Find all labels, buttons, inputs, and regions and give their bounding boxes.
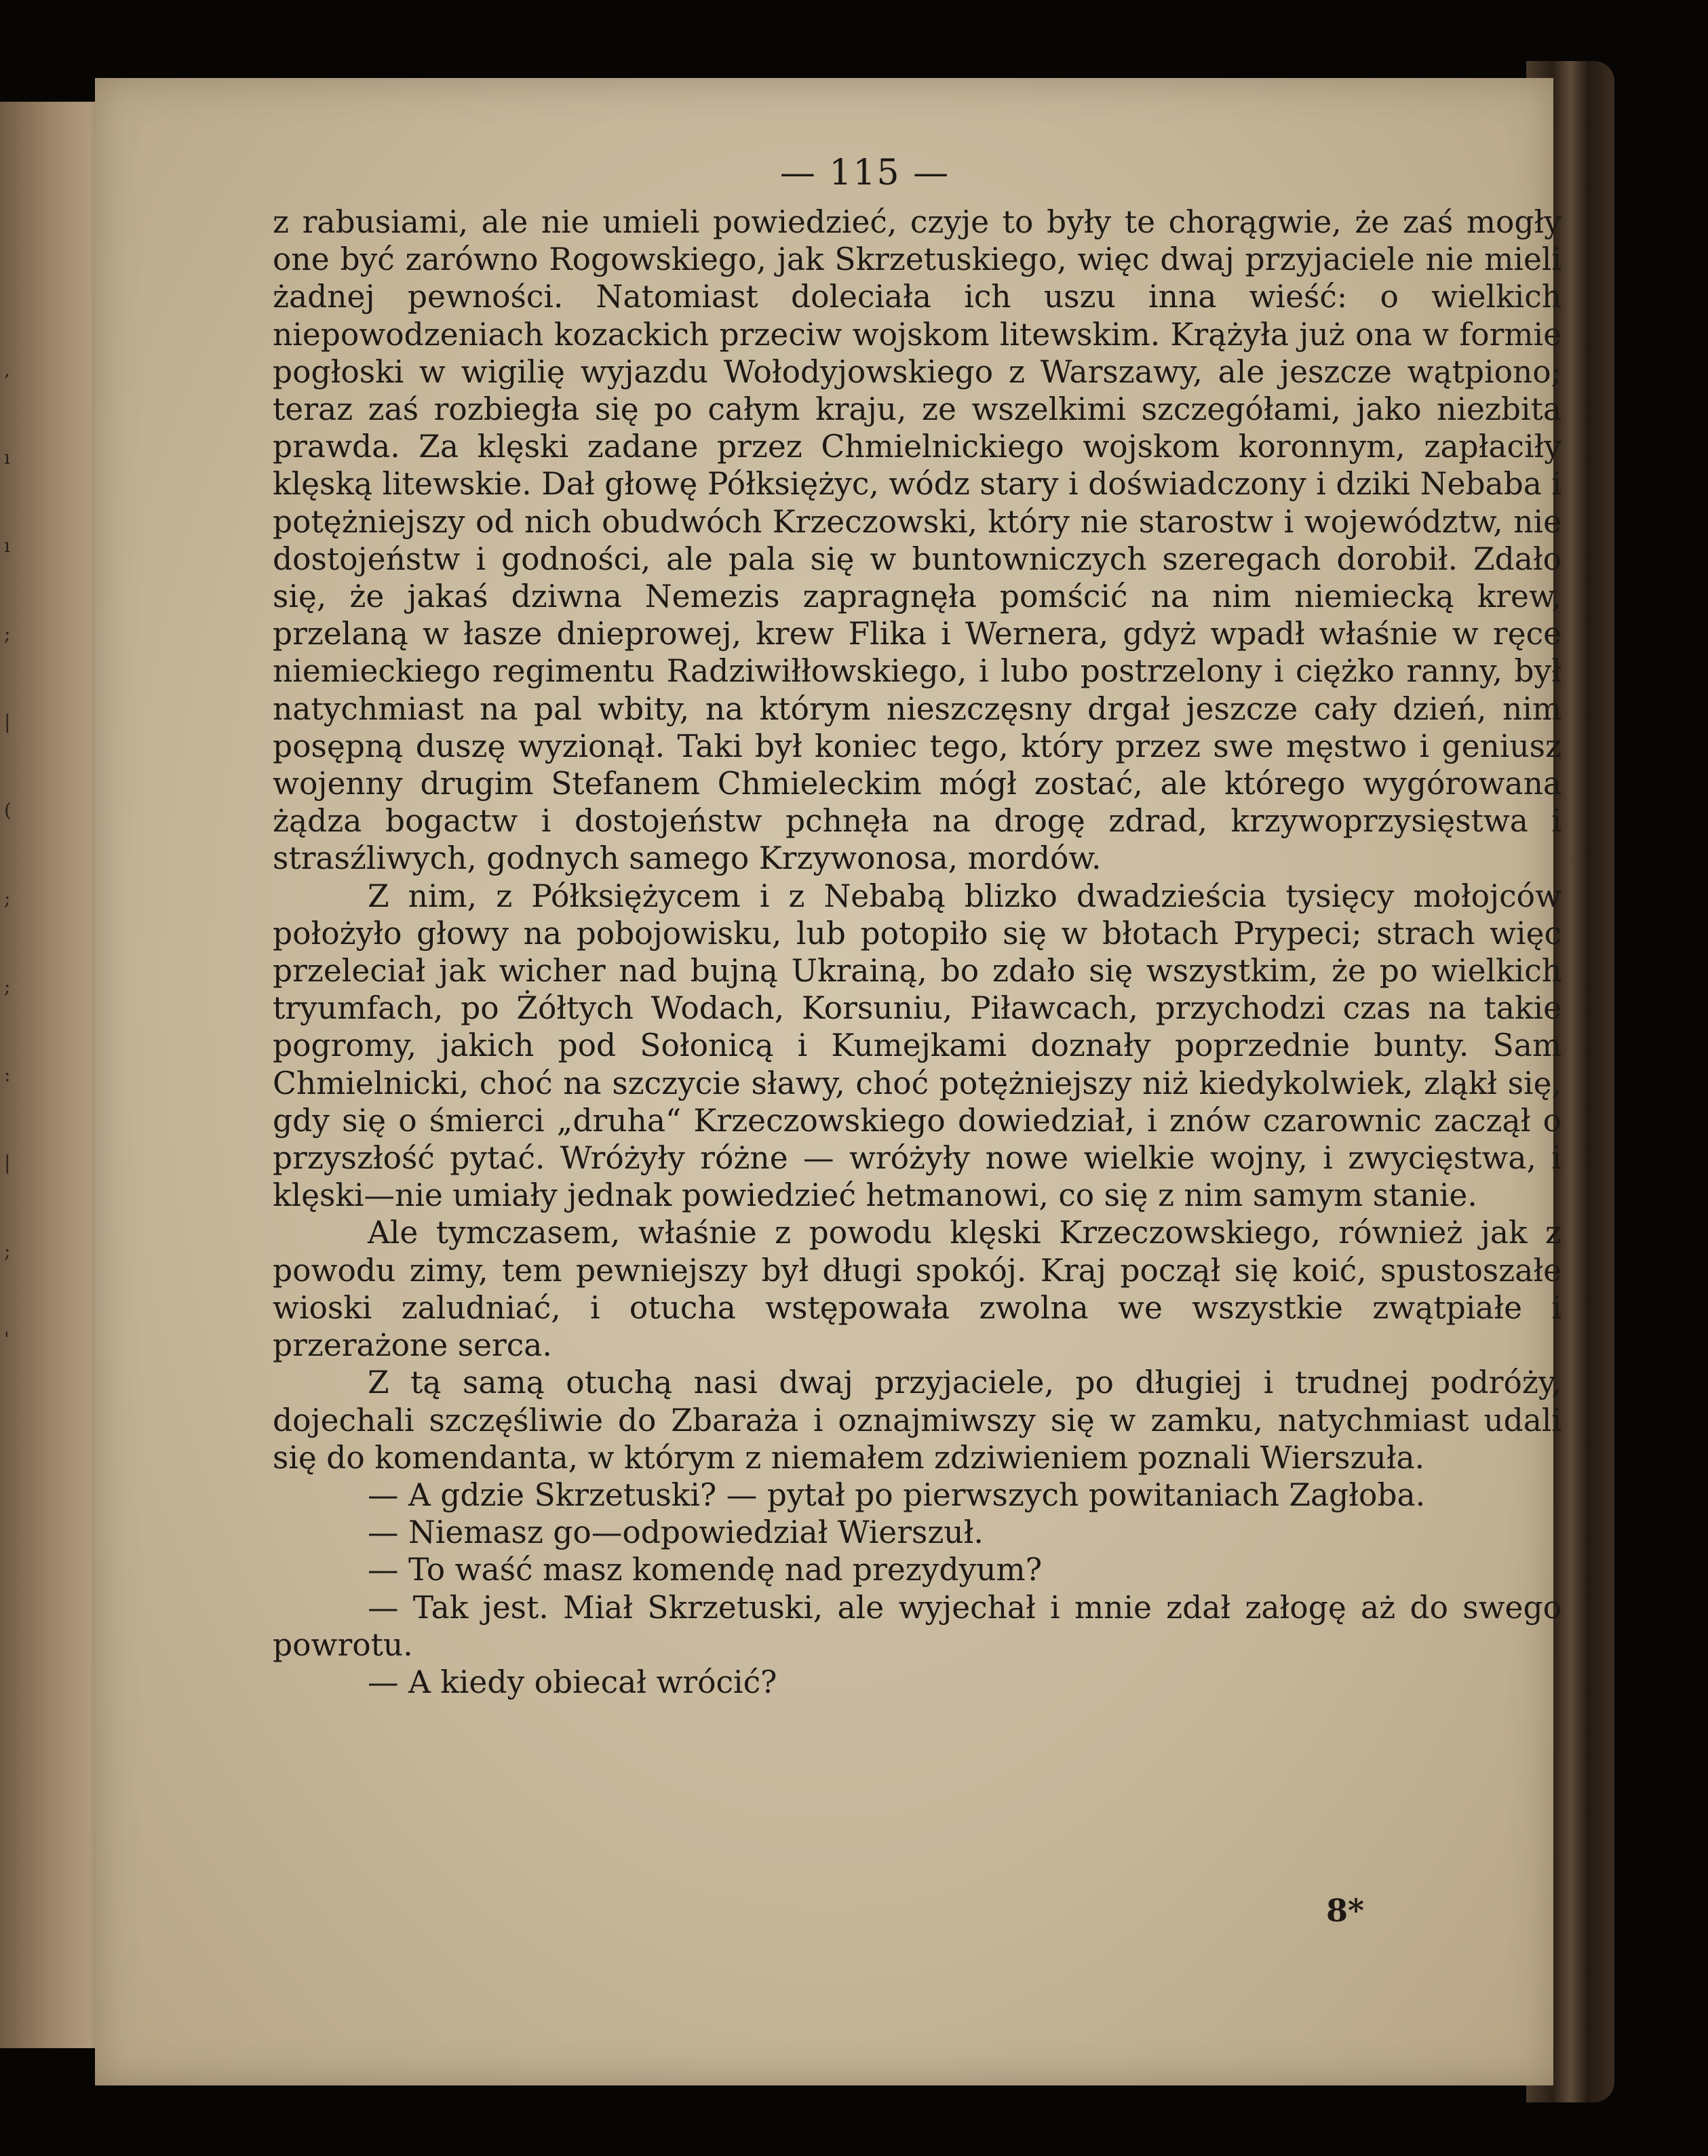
dialogue-line-2: — Niemasz go—odpowiedział Wierszuł.	[368, 1514, 984, 1551]
bleed-through-marks: , ı ı ; | ( ; ; : | ; '	[4, 358, 12, 1350]
dialogue-line-5: — A kiedy obiecał wrócić?	[368, 1664, 777, 1700]
paragraph-1: z rabusiami, ale nie umieli powiedzieć, czyje to były te chorągwie, że zaś mogły one być zarówno Rogowskiego, jak Skrzetuskiego, więc dwaj przyjaciele nie mieli żadnej pewności. Natomiast doleciała ich uszu inna wieść: o wielkich niepowodzeniach kozackich przeciw wojskom litewskim. Krążyła już ona w formie pogłoski w wigilię wyjazdu Wołodyjowskiego z Warszawy, ale jeszcze wątpiono; teraz zaś rozbiegła się po całym kraju, ze wszelkimi szczegółami, jako niezbita prawda. Za klęski zadane przez Chmielnickiego wojskom koronnym, zapłaciły klęską litewskie. Dał głowę Półksiężyc, wódz stary i doświadczony i dziki Nebaba i potężniejszy od nich obudwóch Krzeczowski, który nie starostw i województw, nie dostojeństw i godności, ale pala się w buntowniczych szeregach dorobił. Zdało się, że jakaś dziwna Nemezis zapragnęła pomścić na nim niemiecką krew, przelaną w łasze dnieprowej, krew Flika i Wernera, gdyż wpadł właśnie w ręce niemieckiego regimentu Radziwiłłowskiego, i lubo postrzelony i ciężko ranny, był natychmiast na pal wbity, na którym nieszczęsny drgał jeszcze cały dzień, nim posępną duszę wyzionął. Taki był koniec tego, który przez swe męstwo i geniusz wojenny drugim Stefanem Chmieleckim mógł zostać, ale którego wygórowana żądza bogactw i dostojeństw pchnęła na drogę zdrad, krzywoprzysięstwa i strasźliwych, godnych samego Krzywonosa, mordów.	[273, 204, 1561, 877]
book-page	[95, 78, 1561, 2085]
dialogue-line-1: — A gdzie Skrzetuski? — pytał po pierwszych powitaniach Zagłoba.	[368, 1476, 1426, 1513]
page-number: — 115 —	[779, 153, 950, 193]
signature-mark: 8*	[1326, 1892, 1365, 1929]
paragraph-2: Z nim, z Półksiężycem i z Nebabą blizko dwadzieścia tysięcy mołojców położyło głowy na pobojowisku, lub potopiło się w błotach Prypeci; strach więc przeleciał jak wicher nad bujną Ukrainą, bo zdało się wszystkim, że po wielkich tryumfach, po Żółtych Wodach, Korsuniu, Piławcach, przychodzi czas na takie pogromy, jakich pod Sołonicą i Kumejkami doznały poprzednie bunty. Sam Chmielnicki, choć na szczycie sławy, choć potężniejszy niż kiedykolwiek, zląkł się, gdy się o śmierci „druha“ Krzeczowskiego dowiedział, i znów czarownic zaczął o przyszłość pytać. Wróżyły różne — wróżyły nowe wielkie wojny, i zwycięstwa, i klęski—nie umiały jednak powiedzieć hetmanowi, co się z nim samym stanie.	[273, 878, 1561, 1214]
dialogue-line-4: — Tak jest. Miał Skrzetuski, ale wyjechał i mnie zdał załogę aż do swego powrotu.	[273, 1589, 1561, 1663]
paragraph-3: Ale tymczasem, właśnie z powodu klęski Krzeczowskiego, również jak z powodu zimy, tem pewniejszy był długi spokój. Kraj począł się koić, spustoszałe wioski zaludniać, i otucha wstępowała zwolna we wszystkie zwątpiałe i przerażone serca.	[273, 1215, 1561, 1364]
page-body	[273, 203, 1561, 1980]
paragraph-4: Z tą samą otuchą nasi dwaj przyjaciele, po długiej i trudnej podróży, dojechali szczęśliwie do Zbaraża i oznajmiwszy się w zamku, natychmiast udali się do komendanta, w którym z niemałem zdziwieniem poznali Wierszuła.	[273, 1365, 1561, 1476]
dialogue-line-3: — To waść masz komendę nad prezydyum?	[368, 1552, 1043, 1588]
